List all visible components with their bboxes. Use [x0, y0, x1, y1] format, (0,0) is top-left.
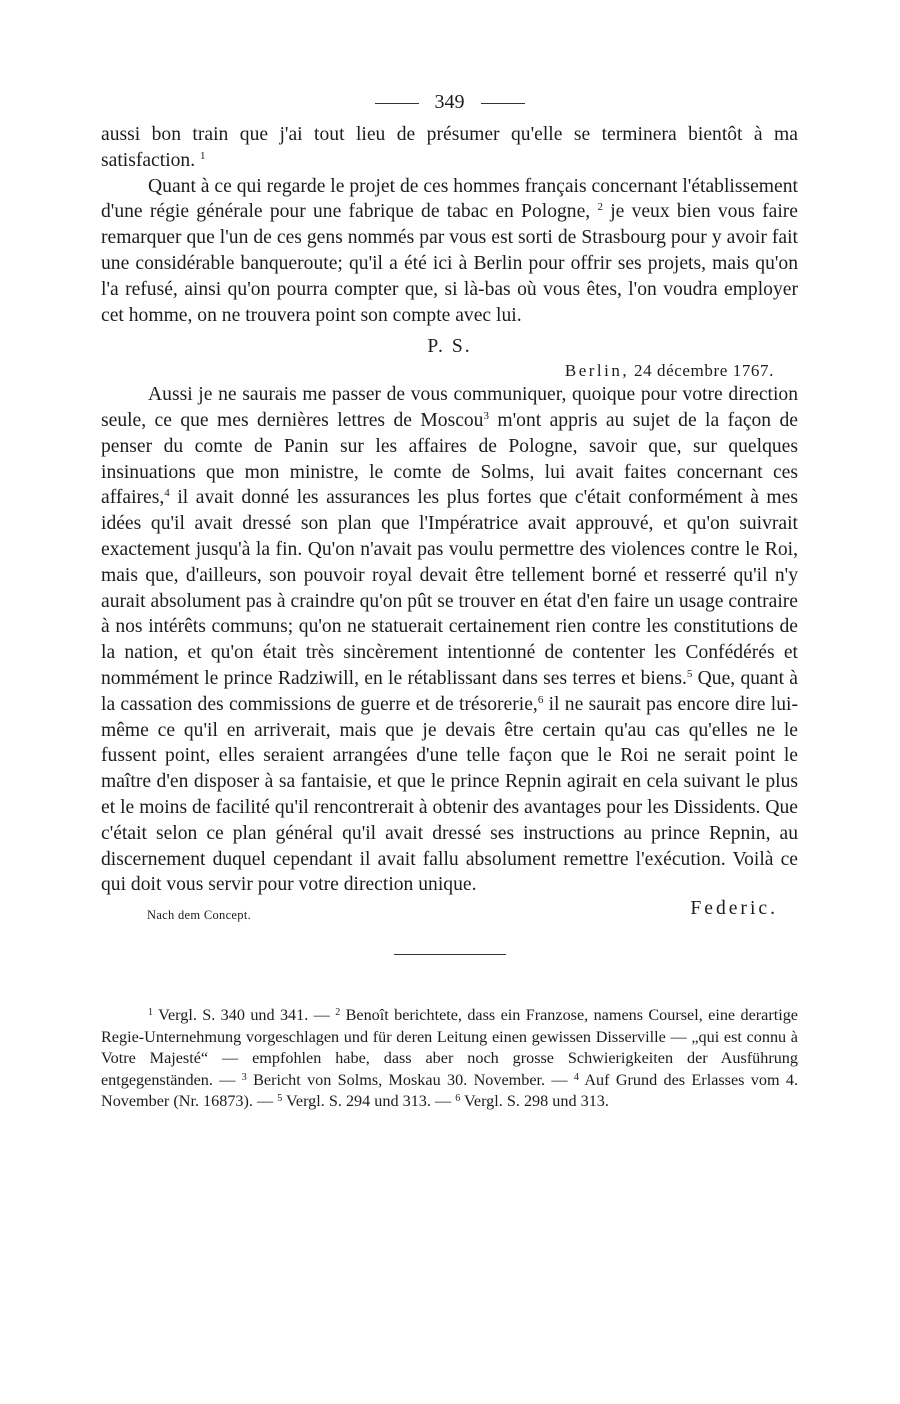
postscript-paragraph	[101, 382, 798, 898]
footnote-ref-6: 6	[537, 693, 544, 706]
footnotes	[101, 1005, 798, 1113]
dateline-date: 24 décembre 1767.	[633, 361, 774, 381]
footnote-ref-3: 3	[483, 409, 489, 422]
concept-note: Nach dem Concept.	[147, 908, 252, 923]
header-dash-right	[481, 103, 525, 104]
footnote-mark-6: 6	[455, 1093, 461, 1105]
signature: Federic.	[690, 898, 778, 920]
paragraph-2	[101, 174, 798, 329]
header-dash-left	[375, 103, 419, 104]
footnote-5: Vergl. S. 294 und 313. —	[286, 1092, 452, 1111]
ps-text-d: Que, quant à la cassation des commissions de guerre et de trésorerie,	[101, 667, 798, 715]
footnote-4: Auf Grund des Erlasses vom 4. November (Nr. 16873). —	[101, 1070, 799, 1111]
footnote-1: Vergl. S. 340 und 341. —	[158, 1006, 330, 1025]
footnote-mark-5: 5	[277, 1093, 283, 1105]
paragraph-1-text: aussi bon train que j'ai tout lieu de présumer qu'elle se terminera bientôt à ma satisfaction.	[101, 124, 798, 171]
footnote-mark-1: 1	[148, 1007, 153, 1019]
ps-text-e: il ne saurait pas encore dire lui-même ce qu'il en arriverait, mais que je devais être certain qu'au cas qu'elles ne le fussent point, elles seraient arrangées d'une telle façon que le Roi ne serait point le maître d'en disposer à sa fantaisie, et que le prince Repnin agirait en cela suivant le plus et le moins de facilité qu'il rencontrerait à obtenir des avantages pour les Dissidents. Que c'était selon ce plan général qu'il avait dressé ses instructions au prince Repnin, au discernement duquel cependant il avait fallu absolument remettre l'exécution. Voilà ce qui doit vous servir pour votre direction unique.	[101, 693, 798, 896]
paragraph-1	[101, 122, 798, 174]
dateline	[101, 360, 774, 382]
closing-row	[101, 898, 798, 926]
footnote-ref-2: 2	[597, 201, 603, 214]
footnote-ref-1: 1	[200, 149, 206, 162]
footnote-block	[101, 1005, 798, 1113]
paragraph-2-text-b: je veux bien vous faire remarquer que l'un de ces gens nommés par vous est sorti de Strasbourg pour y avoir fait une considérable banqueroute; qu'il a été ici à Berlin pour offrir ses projets, mais qu'on l'a refusé, ainsi qu'on pourra compter que, si là-bas où vous êtes, l'on voudra employer cet homme, on ne trouvera point son compte avec lui.	[101, 201, 798, 326]
footnote-mark-2: 2	[335, 1007, 341, 1019]
footnote-ref-4: 4	[164, 487, 170, 500]
footnote-mark-4: 4	[573, 1071, 579, 1083]
ps-text-c: il avait donné les assurances les plus fortes que c'était conformément à mes idées qu'il avait dressé son plan que l'Impératrice avait approuvé, et qu'on suivrait exactement jusqu'à la fin. Qu'on n'avait pas voulu permettre des violences contre le Roi, mais que, d'ailleurs, son pouvoir royal devait être tellement borné et resserré qu'il n'y aurait absolument pas à craindre qu'on pût se trouver en état d'en faire un usage contraire à nos intérêts communs; qu'on ne statuerait certainement rien contre les constitutions de la nation, et qu'on était très sincèrement intentionné de contenter les Confédérés et nommément le prince Radziwill, en le rétablissant dans ses terres et biens.	[101, 487, 798, 689]
postscript-label: P. S.	[427, 336, 472, 358]
page-number: 349	[434, 91, 465, 113]
footnote-mark-3: 3	[241, 1071, 247, 1083]
dateline-place: Berlin,	[564, 361, 630, 381]
document-page	[101, 88, 798, 1113]
footnote-2: Benoît berichtete, dass ein Franzose, namens Coursel, eine derartige Regie-Unternehmung vorgeschlagen und für deren Leitung einen gewissen Disserville — „qui est connu à Votre Majesté“ — empfohlen habe, dass aber noch grosse Schwierigkeiten der Ausführung entgegenständen. —	[101, 1006, 798, 1089]
ps-text-b: m'ont appris au sujet de la façon de penser du comte de Panin sur les affaires de Pologne, savoir que, sur quelques insinuations que mon ministre, le comte de Solms, lui avait faites concernant ces affaires,	[101, 409, 798, 509]
footnote-divider	[394, 954, 506, 955]
page-header	[101, 88, 798, 116]
footnote-3: Bericht von Solms, Moskau 30. November. —	[253, 1070, 568, 1089]
paragraph-2-text-a: Quant à ce qui regarde le projet de ces hommes français concernant l'établissement d'une régie générale pour une fabrique de tabac en Pologne,	[101, 175, 798, 223]
footnote-ref-5: 5	[686, 667, 693, 680]
letter-body	[101, 122, 798, 898]
footnote-6: Vergl. S. 298 und 313.	[464, 1092, 609, 1111]
ps-text-a: Aussi je ne saurais me passer de vous communiquer, quoique pour votre direction seule, ce que mes dernières lettres de Moscou	[101, 384, 798, 431]
